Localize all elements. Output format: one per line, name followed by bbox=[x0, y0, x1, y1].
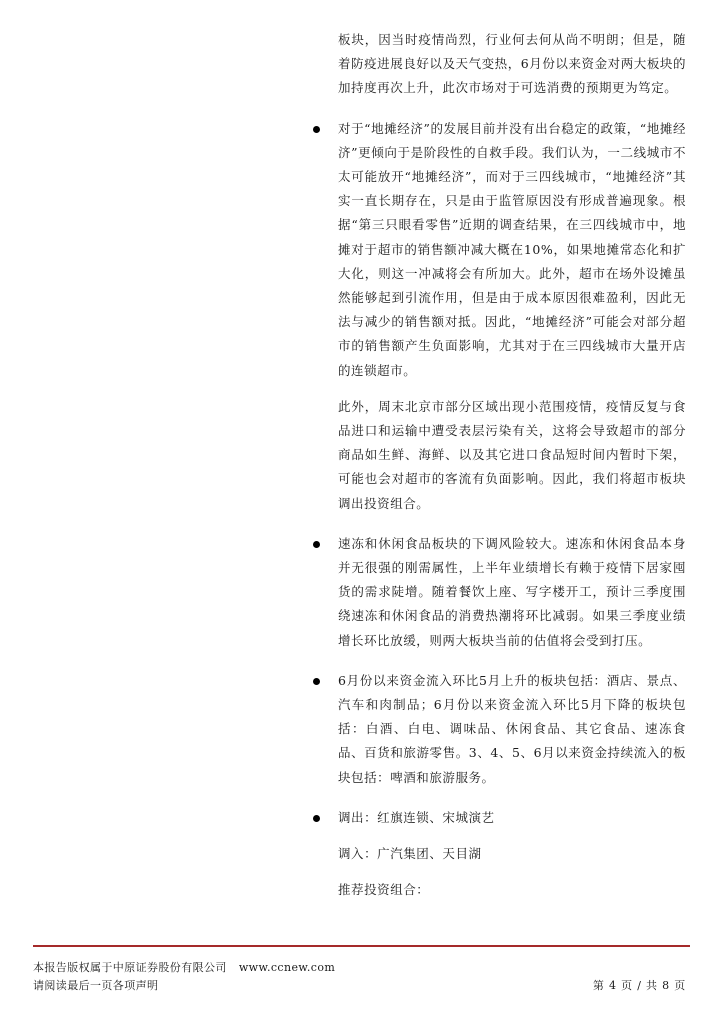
bullet-item-street-stall bbox=[300, 117, 686, 516]
bullet-icon bbox=[313, 541, 320, 548]
footer-url-link[interactable]: www.ccnew.com bbox=[238, 961, 336, 974]
intro-block bbox=[300, 28, 686, 101]
portfolio-in-line: 调入：广汽集团、天目湖 bbox=[338, 846, 482, 862]
portfolio-out-line: 调出：红旗连锁、宋城演艺 bbox=[338, 809, 495, 825]
bullet-paragraph-fund-flows: 6月份以来资金流入环比5月上升的板块包括：酒店、景点、汽车和肉制品；6月份以来资金流入环比5月下降的板块包括：白酒、白电、调味品、休闲食品、其它食品、速冻食品、百货和旅游零售。3、4、5、6月以来资金持续流入的板块包括：啤酒和旅游服务。 bbox=[338, 672, 686, 785]
main-content bbox=[300, 28, 686, 903]
footer-divider bbox=[33, 945, 690, 947]
footer-left bbox=[33, 959, 335, 995]
portfolio-heading: 推荐投资组合： bbox=[338, 882, 430, 898]
intro-paragraph: 板块，因当时疫情尚烈，行业何去何从尚不明朗；但是，随着防疫进展良好以及天气变热，6月份以来资金对两大板块的加持度再次上升，此次市场对于可选消费的预期更为笃定。 bbox=[338, 32, 686, 96]
bullet-item-fund-flows bbox=[300, 669, 686, 790]
bullet-item-portfolio bbox=[300, 806, 686, 903]
footer-copyright: 本报告版权属于中原证券股份有限公司 bbox=[33, 961, 227, 974]
bullet-icon bbox=[313, 678, 320, 685]
bullet-paragraph-street-stall: 对于“地摊经济”的发展目前并没有出台稳定的政策，“地摊经济”更倾向于是阶段性的自救手段。我们认为，一二线城市不太可能放开“地摊经济”，而对于三四线城市，“地摊经济”其实一直长期存在，只是由于监管原因没有形成普遍现象。根据“第三只眼看零售”近期的调查结果，在三四线城市中，地摊对于超市的销售额冲减大概在10%，如果地摊常态化和扩大化，则这一冲减将会有所加大。此外，超市在场外设摊虽然能够起到引流作用，但是由于成本原因很难盈利，因此无法与减少的销售额对抵。因此，“地摊经济”可能会对部分超市的销售额产生负面影响，尤其对于在三四线城市大量开店的连锁超市。 bbox=[338, 120, 686, 378]
bullet-icon bbox=[313, 126, 320, 133]
bullet-item-frozen-food bbox=[300, 532, 686, 653]
paragraph-beijing-outbreak: 此外，周末北京市部分区域出现小范围疫情，疫情反复与食品进口和运输中遭受表层污染有关，这将会导致超市的部分商品如生鲜、海鲜、以及其它进口食品短时间内暂时下架，可能也会对超市的客流有负面影响。因此，我们将超市板块调出投资组合。 bbox=[338, 398, 686, 511]
page-number: 第 4 页 / 共 8 页 bbox=[592, 979, 686, 992]
bullet-icon bbox=[313, 815, 320, 822]
footer-copyright-row bbox=[33, 959, 335, 977]
bullet-paragraph-frozen-food: 速冻和休闲食品板块的下调风险较大。速冻和休闲食品本身并无很强的刚需属性，上半年业绩增长有赖于疫情下居家囤货的需求陡增。随着餐饮上座、写字楼开工，预计三季度围绕速冻和休闲食品的消费热潮将环比减弱。如果三季度业绩增长环比放缓，则两大板块当前的估值将会受到打压。 bbox=[338, 535, 686, 648]
footer-disclaimer: 请阅读最后一页各项声明 bbox=[33, 979, 159, 992]
